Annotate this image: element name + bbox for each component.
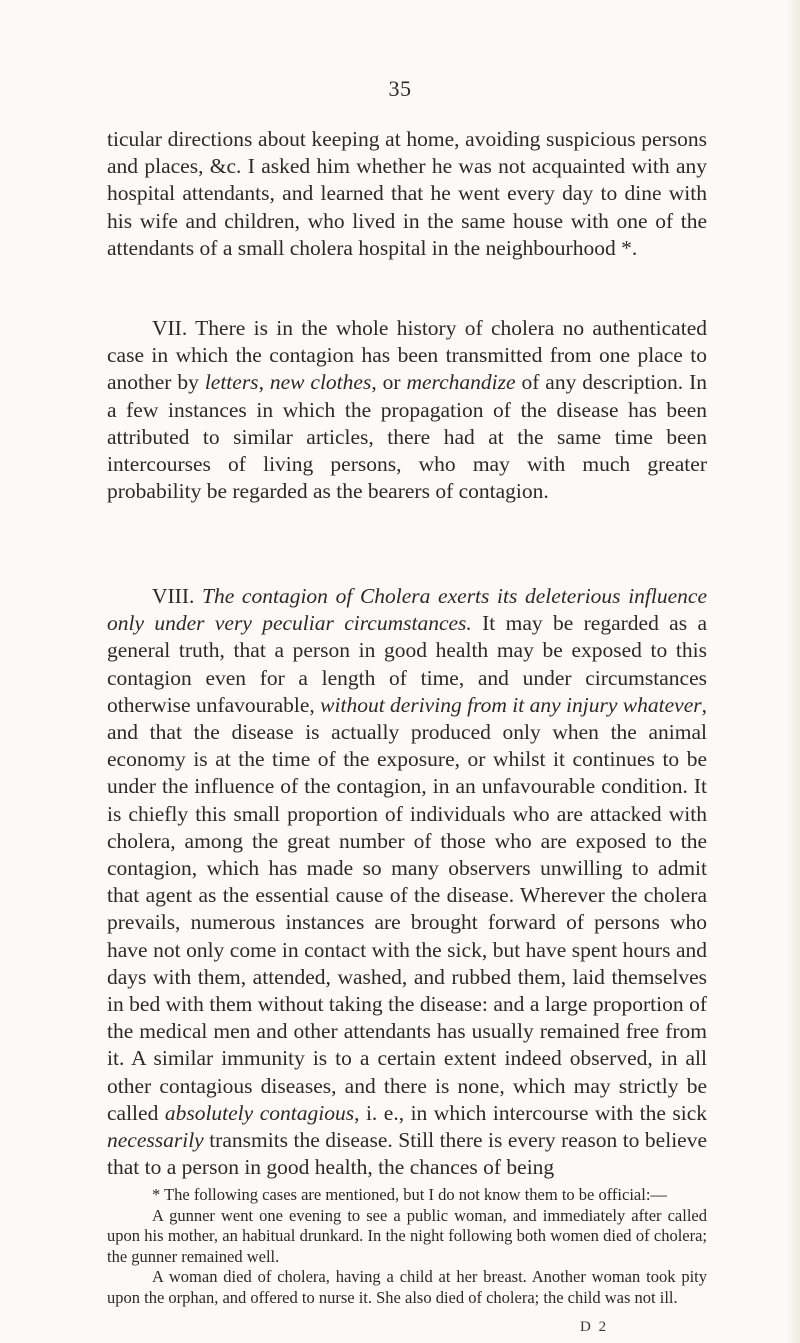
signature-mark: D 2: [580, 1319, 609, 1335]
text-run: , and that the disease is actually produced only when the animal economy is at the time of the exposure, or whilst it continues to be under the influence of the contagion, in an unfavourable condition. It is chiefly this small proportion of individuals who are attacked with cholera, among the great number of those who are exposed to the contagion, which has made so many observers unwilling to admit that agent as the essential cause of the disease. Wherever the cholera prevails, numerous instances are brought forward of persons who have not only come in contact with the sick, but have spent hours and days with them, attended, washed, and rubbed them, laid themselves in bed with them without taking the disease: and a large proportion of the medical men and other attendants has usually remained free from it. A similar immunity is to a certain extent indeed observed, in all other contagious diseases, and there is none, which may strictly be called: [107, 692, 707, 1125]
paragraph-text: [107, 583, 707, 1181]
paragraph-text: ticular directions about keeping at home, avoiding suspicious persons and places, &c. I asked him whether he was not acquainted with any hospital attendants, and learned that he went every day to dine with his wife and children, who lived in the same house with one of the attendants of a small cholera hospital in the neighbourhood *.: [107, 127, 707, 260]
emphasis-new-clothes: new clothes: [269, 370, 372, 395]
section-heading: The contagion of Cholera exerts its deleterious influence only under very peculiar circumstances.: [107, 584, 707, 636]
footnotes: [107, 1185, 707, 1308]
emphasis-necessarily: necessarily: [107, 1128, 204, 1153]
text-run: , or: [371, 370, 407, 395]
section-numeral: VIII.: [152, 584, 203, 608]
footnote-case-gunner: A gunner went one evening to see a public woman, and immediately after called upon his mother, an habitual drunkard. In the night following both women died of cholera; the gunner remained well.: [107, 1205, 707, 1266]
footnote-intro: * The following cases are mentioned, but I do not know them to be official:—: [152, 1185, 667, 1204]
emphasis-absolutely-contagious: absolutely contagious: [164, 1100, 355, 1125]
text-run: It may be regarded as a general truth, that a person in good health may be exposed to this contagion even for a length of time, and under circumstances otherwise unfavourable,: [107, 611, 707, 717]
page-edge: [786, 0, 800, 1343]
footnote-case-woman: A woman died of cholera, having a child at her breast. Another woman took pity upon the orphan, and offered to nurse it. She also died of cholera; the child was not ill.: [107, 1267, 707, 1307]
text-run: of any description. In a few instances in which the propagation of the disease has been attributed to similar articles, there had at the same time been intercourses of living persons, who may with much greater probability be regarded as the bearers of contagion.: [107, 370, 707, 504]
emphasis-without-deriving: without deriving from it any injury whatever: [320, 692, 702, 717]
text-run: , i. e., in which intercourse with the sick: [354, 1100, 707, 1125]
emphasis-letters: letters: [204, 370, 259, 395]
text-run: VII. There is in the whole history of cholera no authenticated case in which the contagion has been transmitted from one place to another by: [107, 316, 707, 395]
paragraph-section-viii: [107, 583, 707, 1181]
emphasis-merchandize: merchandize: [406, 370, 516, 395]
page-number: 35: [388, 76, 412, 101]
paragraph-section-vii: [107, 315, 707, 505]
paragraph-text: [107, 315, 707, 505]
text-run: transmits the disease. Still there is every reason to believe that to a person in good health, the chances of being: [107, 1128, 707, 1180]
paragraph-continuation: [107, 126, 707, 262]
text-run: ,: [258, 370, 270, 395]
